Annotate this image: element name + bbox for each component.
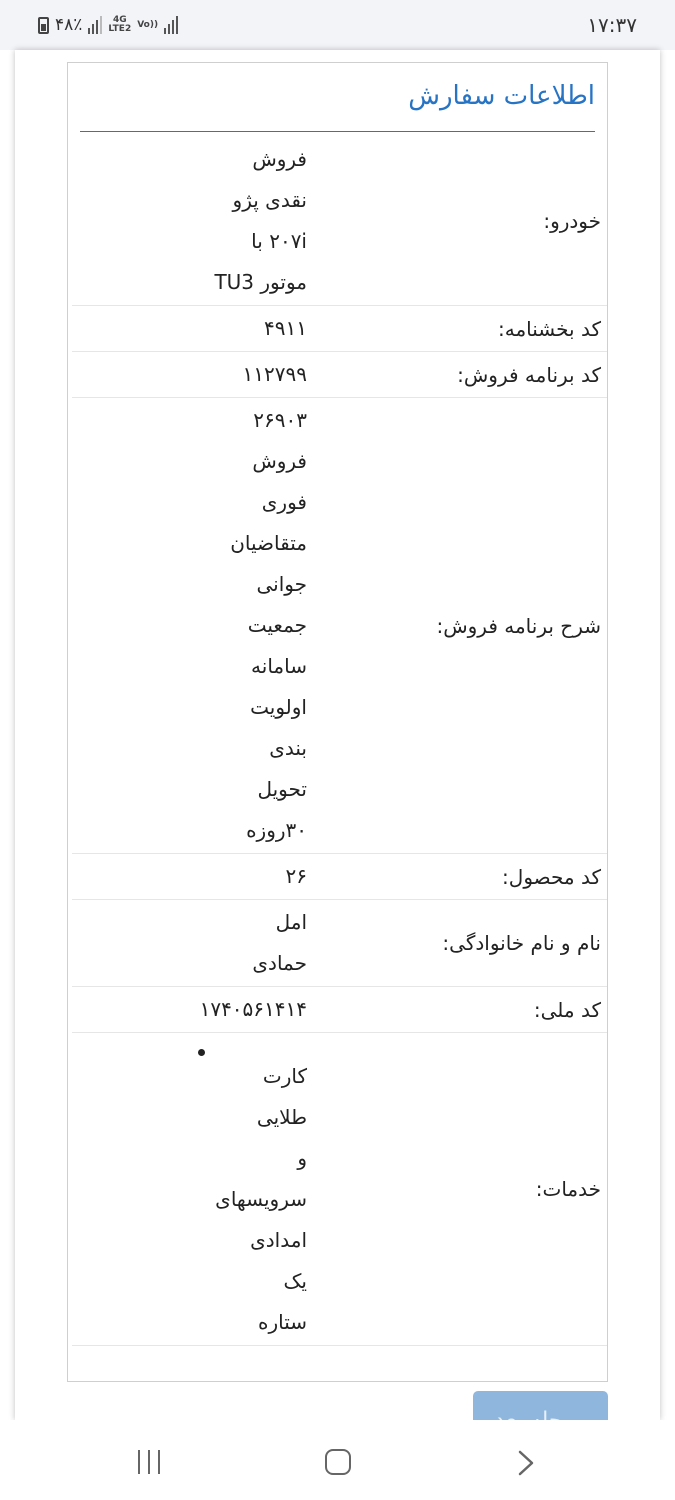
row-circular-code — [72, 306, 607, 352]
label-full-name: نام و نام خانوادگی: — [442, 931, 601, 955]
order-info-title: اطلاعات سفارش — [408, 81, 595, 111]
row-car — [72, 137, 607, 306]
value-services — [197, 1033, 307, 1345]
value-line: سامانه — [251, 654, 307, 678]
value-line: ۲۶ — [285, 864, 307, 888]
value-sales-plan-desc — [197, 398, 307, 853]
value-line: و — [297, 1146, 307, 1170]
value-line: فروش — [252, 147, 307, 171]
value-line: ۴۹۱۱ — [264, 316, 307, 340]
value-line: سرویسهای — [215, 1187, 307, 1211]
row-sales-plan-desc — [72, 398, 607, 854]
value-line: نقدی پژو — [232, 188, 307, 212]
value-line: ۲۰۷i با — [251, 229, 307, 253]
network-lte2: LTE2 — [108, 24, 132, 34]
value-sales-plan-code — [197, 352, 307, 397]
value-line: موتور TU3 — [214, 270, 307, 294]
row-full-name — [72, 900, 607, 987]
value-line: امدادی — [250, 1228, 307, 1252]
value-line: ستاره — [257, 1310, 307, 1334]
value-line: ۱۱۲۷۹۹ — [242, 362, 307, 386]
label-car: خودرو: — [543, 209, 601, 233]
value-line: جمعیت — [247, 613, 307, 637]
value-line: حمادی — [252, 951, 307, 975]
bullet-icon — [198, 1049, 205, 1056]
label-sales-plan-code: کد برنامه فروش: — [457, 362, 601, 387]
back-chevron-icon[interactable] — [512, 1450, 538, 1476]
volte-icon: Vo)) — [137, 19, 159, 30]
page-container — [15, 50, 660, 1420]
battery-icon — [38, 17, 49, 34]
label-services: خدمات: — [535, 1177, 601, 1201]
row-national-id — [72, 987, 607, 1033]
status-icons — [38, 15, 178, 35]
home-icon[interactable] — [325, 1449, 351, 1475]
row-services — [72, 1033, 607, 1346]
label-sales-plan-desc: شرح برنامه فروش: — [436, 613, 601, 638]
signal-icon — [88, 16, 102, 34]
row-sales-plan-code — [72, 352, 607, 398]
title-divider — [80, 131, 595, 132]
row-product-code — [72, 854, 607, 900]
value-national-id — [197, 987, 307, 1032]
value-line: کارت — [262, 1064, 307, 1088]
value-line: ۲۶۹۰۳ — [253, 408, 307, 432]
value-product-code — [197, 854, 307, 899]
order-info-rows — [72, 137, 607, 1346]
value-line: بندی — [269, 736, 307, 760]
value-circular-code — [197, 306, 307, 351]
value-line: امل — [275, 910, 307, 934]
value-line: اولویت — [250, 695, 307, 719]
network-4g: 4G — [112, 15, 127, 25]
value-line: یک — [283, 1269, 307, 1293]
value-line: ۱۷۴۰۵۶۱۴۱۴ — [199, 997, 307, 1021]
value-full-name — [197, 900, 307, 986]
recents-icon[interactable] — [136, 1450, 162, 1474]
value-line: فروش — [252, 449, 307, 473]
signal-icon-2 — [164, 16, 178, 34]
value-line: فوری — [261, 490, 307, 514]
label-circular-code: کد بخشنامه: — [498, 316, 601, 341]
label-product-code: کد محصول: — [502, 864, 601, 889]
label-national-id: کد ملی: — [533, 997, 601, 1022]
value-line: طلایی — [256, 1105, 307, 1129]
value-line: جوانی — [256, 572, 307, 596]
value-car — [197, 137, 307, 305]
network-type — [108, 16, 131, 34]
value-line: ۳۰روزه — [246, 818, 307, 842]
value-line: تحویل — [257, 777, 307, 801]
value-line: متقاضیان — [230, 531, 307, 555]
status-bar — [0, 0, 675, 50]
battery-level: ۴۸٪ — [55, 15, 83, 35]
order-info-card — [67, 62, 608, 1382]
status-time: ۱۷:۳۷ — [587, 13, 637, 37]
navigation-bar — [0, 1420, 675, 1500]
